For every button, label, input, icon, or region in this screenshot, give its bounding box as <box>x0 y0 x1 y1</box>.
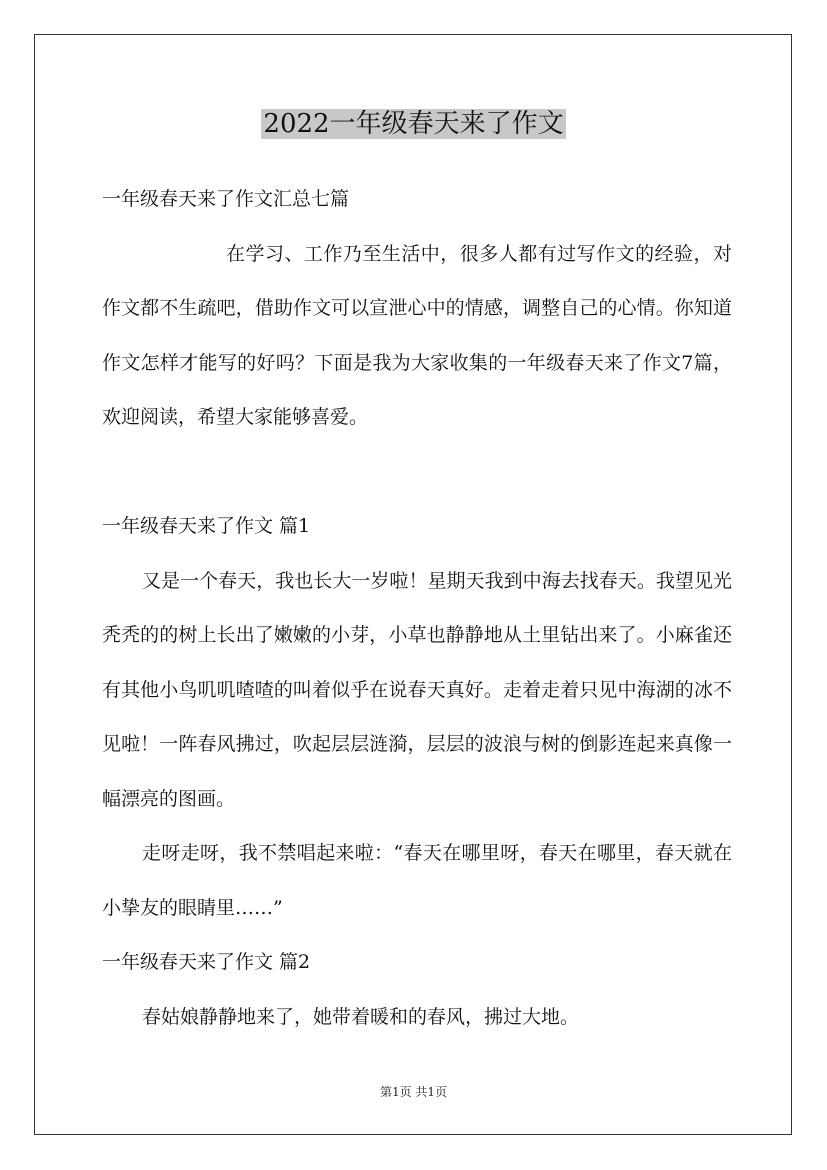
document-subtitle: 一年级春天来了作文汇总七篇 <box>102 188 350 210</box>
section-1-paragraph-1: 又是一个春天，我也长大一岁啦！星期天我到中海去找春天。我望见光秃秃的的树上长出了嫩嫩的小芽，小草也静静地从土里钻出来了。小麻雀还有其他小鸟叽叽喳喳的叫着似乎在说春天真好。走着走着只见中海湖的冰不见啦！一阵春风拂过，吹起层层涟漪，层层的波浪与树的倒影连起来真像一幅漂亮的图画。 <box>102 569 732 810</box>
document-title-text: 2022一年级春天来了作文 <box>263 109 564 139</box>
page-footer: 第1页 共1页 <box>379 1085 448 1099</box>
section-heading-1: 一年级春天来了作文 篇1 <box>102 515 311 537</box>
section-2-paragraph-1: 春姑娘静静地来了，她带着暖和的春风，拂过大地。 <box>142 1005 580 1028</box>
document-title <box>0 104 827 144</box>
document-body <box>102 172 732 1044</box>
section-heading-2: 一年级春天来了作文 篇2 <box>102 951 311 973</box>
intro-paragraph: 在学习、工作乃至生活中，很多人都有过写作文的经验，对作文都不生疏吧，借助作文可以宣泄心中的情感，调整自己的心情。你知道作文怎样才能写的好吗？下面是我为大家收集的一年级春天来了作文7篇，欢迎阅读，希望大家能够喜爱。 <box>102 242 732 428</box>
section-1-paragraph-2: 走呀走呀，我不禁唱起来啦：“春天在哪里呀，春天在哪里，春天就在小挚友的眼睛里……” <box>102 842 732 919</box>
section-spacer <box>102 445 732 500</box>
